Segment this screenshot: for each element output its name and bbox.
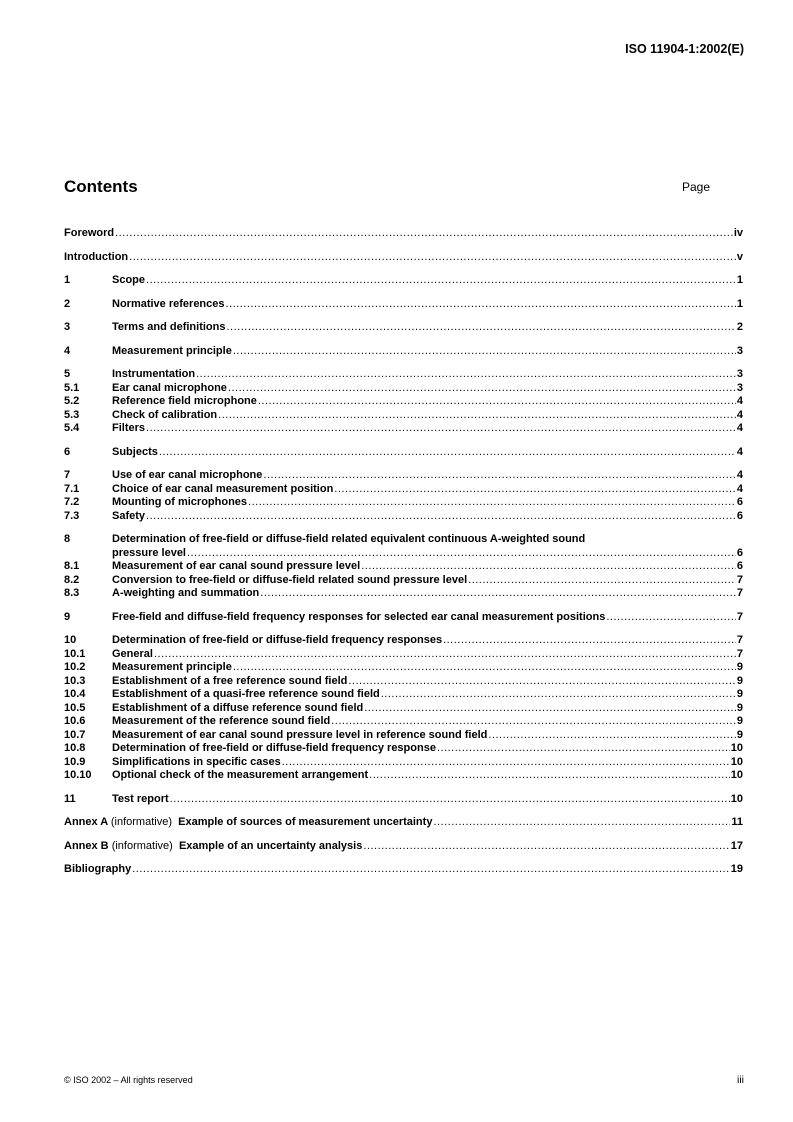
dot-leader (170, 793, 730, 805)
toc-entry-number: 5.4 (64, 422, 80, 434)
document-identifier: ISO 11904-1:2002(E) (625, 42, 744, 56)
page-title: Contents (64, 177, 138, 196)
toc-entry-page: 11 (731, 816, 743, 828)
toc-entry-page: 7 (736, 647, 743, 660)
toc-entry[interactable] (64, 769, 743, 783)
toc-entry-page: 9 (736, 728, 743, 741)
dot-leader (233, 661, 736, 673)
toc-entry-number: 10.4 (64, 688, 86, 700)
annex-label: Annex B (64, 839, 109, 852)
toc-entry-number: 2 (64, 297, 71, 310)
toc-entry-page: 10 (730, 755, 743, 768)
toc-entry[interactable] (64, 702, 743, 716)
dot-leader (159, 446, 736, 458)
toc-entry-number: 5.1 (64, 381, 80, 394)
dot-leader (443, 634, 736, 646)
toc-entry[interactable] (64, 298, 743, 312)
toc-entry[interactable] (64, 715, 743, 729)
dot-leader (226, 321, 735, 333)
toc-entry-number: 5.3 (64, 408, 80, 421)
toc-entry-continuation[interactable] (64, 547, 743, 561)
annex-label: Annex A (64, 816, 108, 828)
toc-entry-page: 3 (736, 344, 743, 357)
dot-leader (187, 547, 736, 559)
dot-leader (263, 469, 735, 481)
toc-entry-number: 10 (64, 634, 77, 646)
toc-entry[interactable] (64, 675, 743, 689)
toc-entry-page: 17 (730, 839, 743, 852)
toc-entry-title: Determination of free-field or diffuse-field related equivalent continuous A-weighted sound (112, 533, 586, 545)
toc-entry-title: Determination of free-field or diffuse-field frequency response (112, 742, 436, 754)
dot-leader (282, 756, 730, 768)
toc-entry-page: 3 (736, 381, 743, 394)
toc-entry-page: 9 (736, 715, 743, 727)
toc-entry-title: A-weighting and summation (112, 587, 260, 599)
dot-leader (228, 382, 736, 394)
toc-entry-number: 7.2 (64, 496, 80, 508)
dot-leader (433, 816, 730, 828)
toc-entry-page: iv (733, 227, 743, 239)
toc-entry-title: Normative references (112, 297, 225, 310)
toc-entry-page: 1 (736, 297, 743, 310)
dot-leader (606, 611, 736, 623)
toc-entry-title: General (112, 647, 153, 660)
toc-entry[interactable] (64, 422, 743, 436)
toc-entry-number: 10.8 (64, 742, 86, 754)
dot-leader (146, 422, 736, 434)
toc-entry-page: 6 (736, 546, 743, 559)
toc-entry-page: 6 (736, 509, 743, 522)
toc-entry-title (64, 816, 432, 828)
toc-entry-page: 9 (736, 661, 743, 673)
dot-leader (146, 510, 736, 522)
toc-entry-title: Instrumentation (112, 368, 196, 380)
toc-entry-number: 10.6 (64, 715, 86, 727)
dot-leader (132, 863, 730, 875)
toc-entry[interactable] (64, 729, 743, 743)
toc-entry-title: Bibliography (64, 863, 132, 875)
toc-entry-page: 9 (736, 674, 743, 687)
toc-entry-page: 4 (736, 469, 743, 481)
toc-entry[interactable] (64, 611, 743, 625)
toc-entry-title: Establishment of a quasi-free reference sound field (112, 688, 380, 700)
toc-entry-number: 10.1 (64, 647, 86, 660)
toc-entry-title: Simplifications in specific cases (112, 755, 281, 768)
dot-leader (369, 769, 730, 781)
annex-title: Example of an uncertainty analysis (178, 839, 363, 852)
toc-entry-page: 10 (730, 742, 743, 754)
toc-entry-page: 19 (730, 863, 743, 875)
toc-entry[interactable] (64, 368, 743, 382)
toc-entry-number: 5 (64, 368, 71, 380)
toc-entry[interactable] (64, 446, 743, 460)
toc-entry-number: 10.10 (64, 769, 92, 781)
toc-entry-page: 10 (730, 769, 743, 781)
dot-leader (348, 675, 736, 687)
dot-leader (468, 574, 736, 586)
toc-entry-page: 2 (736, 321, 743, 333)
toc-entry[interactable] (64, 688, 743, 702)
toc-entry-page: 7 (736, 610, 743, 623)
toc-entry[interactable] (64, 469, 743, 483)
toc-entry-title: Check of calibration (112, 408, 218, 421)
toc-entry[interactable] (64, 587, 743, 601)
toc-entry-title: Measurement of ear canal sound pressure level (112, 560, 361, 572)
toc-entry-title: Subjects (112, 445, 158, 458)
toc-entry[interactable] (64, 496, 743, 510)
toc-entry[interactable] (64, 793, 743, 807)
dot-leader (258, 395, 736, 407)
toc-entry-title: Ear canal microphone (112, 381, 227, 394)
annex-note: (informative) (110, 816, 172, 828)
toc-entry[interactable] (64, 742, 743, 756)
toc-entry-number: 8.3 (64, 587, 80, 599)
toc-entry[interactable] (64, 510, 743, 524)
toc-entry-page: 7 (736, 573, 743, 586)
toc-entry-number: 7 (64, 469, 71, 481)
toc-entry-title (64, 840, 362, 852)
toc-entry-page: 3 (736, 368, 743, 380)
table-of-contents (64, 227, 743, 877)
toc-entry[interactable] (64, 560, 743, 574)
toc-entry-title: Filters (112, 422, 146, 434)
dot-leader (154, 648, 736, 660)
toc-entry[interactable] (64, 345, 743, 359)
dot-leader (363, 840, 729, 852)
toc-entry-number: 6 (64, 445, 71, 458)
toc-entry[interactable] (64, 840, 743, 854)
toc-entry-number: 8.1 (64, 560, 80, 572)
toc-entry-title: Safety (112, 509, 146, 522)
toc-entry-number: 11 (64, 792, 76, 805)
toc-entry-number: 7.1 (64, 482, 80, 495)
toc-entry-title: Measurement principle (112, 344, 232, 357)
dot-leader (248, 496, 736, 508)
dot-leader (233, 345, 736, 357)
toc-entry-page: v (736, 250, 743, 263)
toc-entry[interactable] (64, 648, 743, 662)
toc-entry-number: 8 (64, 533, 71, 545)
toc-entry-title: pressure level (112, 546, 186, 559)
page-number: iii (737, 1074, 744, 1086)
toc-entry-number: 10.3 (64, 674, 86, 687)
toc-entry[interactable] (64, 409, 743, 423)
toc-entry-title: Optional check of the measurement arrangement (112, 769, 369, 781)
dot-leader (334, 483, 736, 495)
page-column-label: Page (682, 180, 711, 194)
toc-entry-number: 10.5 (64, 701, 86, 714)
dot-leader (364, 702, 736, 714)
toc-entry-title: Measurement of ear canal sound pressure level in reference sound field (112, 728, 488, 741)
toc-entry-number: 10.7 (64, 728, 86, 741)
dot-leader (437, 742, 730, 754)
dot-leader (260, 587, 736, 599)
toc-entry[interactable] (64, 634, 743, 648)
toc-entry[interactable] (64, 382, 743, 396)
toc-entry-page: 7 (736, 634, 743, 646)
dot-leader (218, 409, 736, 421)
toc-entry[interactable] (64, 395, 743, 409)
toc-entry-page: 6 (736, 560, 743, 572)
toc-entry-title: Determination of free-field or diffuse-field frequency responses (112, 634, 443, 646)
toc-entry-title: Use of ear canal microphone (112, 469, 263, 481)
toc-entry-number: 10.9 (64, 755, 86, 768)
toc-entry-page: 4 (736, 408, 743, 421)
toc-entry[interactable] (64, 533, 743, 547)
dot-leader (146, 274, 736, 286)
toc-entry[interactable] (64, 863, 743, 877)
toc-entry-title: Measurement principle (112, 661, 232, 673)
toc-entry-title: Reference field microphone (112, 395, 257, 407)
copyright-notice: © ISO 2002 – All rights reserved (64, 1075, 193, 1085)
toc-entry-title: Free-field and diffuse-field frequency responses for selected ear canal measurement positions (112, 610, 606, 623)
toc-entry-title: Measurement of the reference sound field (112, 715, 331, 727)
toc-entry[interactable] (64, 661, 743, 675)
toc-entry[interactable] (64, 274, 743, 288)
toc-entry-page: 1 (736, 274, 743, 286)
dot-leader (226, 298, 736, 310)
toc-entry-number: 4 (64, 344, 71, 357)
toc-entry-page: 4 (736, 422, 743, 434)
toc-entry-title: Terms and definitions (112, 321, 226, 333)
toc-entry-number: 9 (64, 610, 71, 623)
toc-entry-number: 8.2 (64, 573, 80, 586)
toc-entry[interactable] (64, 251, 743, 265)
toc-entry-title: Introduction (64, 250, 129, 263)
dot-leader (115, 227, 733, 239)
toc-entry-number: 3 (64, 321, 71, 333)
toc-entry-number: 7.3 (64, 509, 80, 522)
dot-leader (488, 729, 736, 741)
toc-entry-number: 5.2 (64, 395, 80, 407)
toc-entry-title: Conversion to free-field or diffuse-field related sound pressure level (112, 573, 468, 586)
toc-entry-page: 4 (736, 445, 743, 458)
dot-leader (331, 715, 736, 727)
toc-entry-page: 6 (736, 496, 743, 508)
toc-entry-title: Test report (112, 792, 169, 805)
toc-entry-page: 10 (730, 792, 743, 805)
toc-entry-page: 4 (736, 395, 743, 407)
toc-entry-title: Establishment of a free reference sound field (112, 674, 348, 687)
toc-entry[interactable] (64, 816, 743, 830)
dot-leader (361, 560, 736, 572)
toc-entry-page: 9 (736, 701, 743, 714)
toc-entry[interactable] (64, 483, 743, 497)
dot-leader (196, 368, 736, 380)
toc-entry-title: Establishment of a diffuse reference sound field (112, 701, 364, 714)
toc-entry[interactable] (64, 321, 743, 335)
toc-entry-title: Scope (112, 274, 146, 286)
toc-entry-title: Foreword (64, 227, 115, 239)
toc-entry-page: 7 (736, 587, 743, 599)
annex-title: Example of sources of measurement uncertainty (178, 816, 433, 828)
toc-entry-title: Choice of ear canal measurement position (112, 482, 334, 495)
toc-entry[interactable] (64, 756, 743, 770)
toc-entry[interactable] (64, 227, 743, 241)
toc-entry[interactable] (64, 574, 743, 588)
dot-leader (129, 251, 736, 263)
toc-entry-page: 4 (736, 482, 743, 495)
dot-leader (381, 688, 736, 700)
toc-entry-page: 9 (736, 688, 743, 700)
toc-entry-number: 10.2 (64, 661, 86, 673)
toc-entry-number: 1 (64, 274, 71, 286)
annex-note: (informative) (111, 839, 173, 852)
toc-entry-title: Mounting of microphones (112, 496, 248, 508)
